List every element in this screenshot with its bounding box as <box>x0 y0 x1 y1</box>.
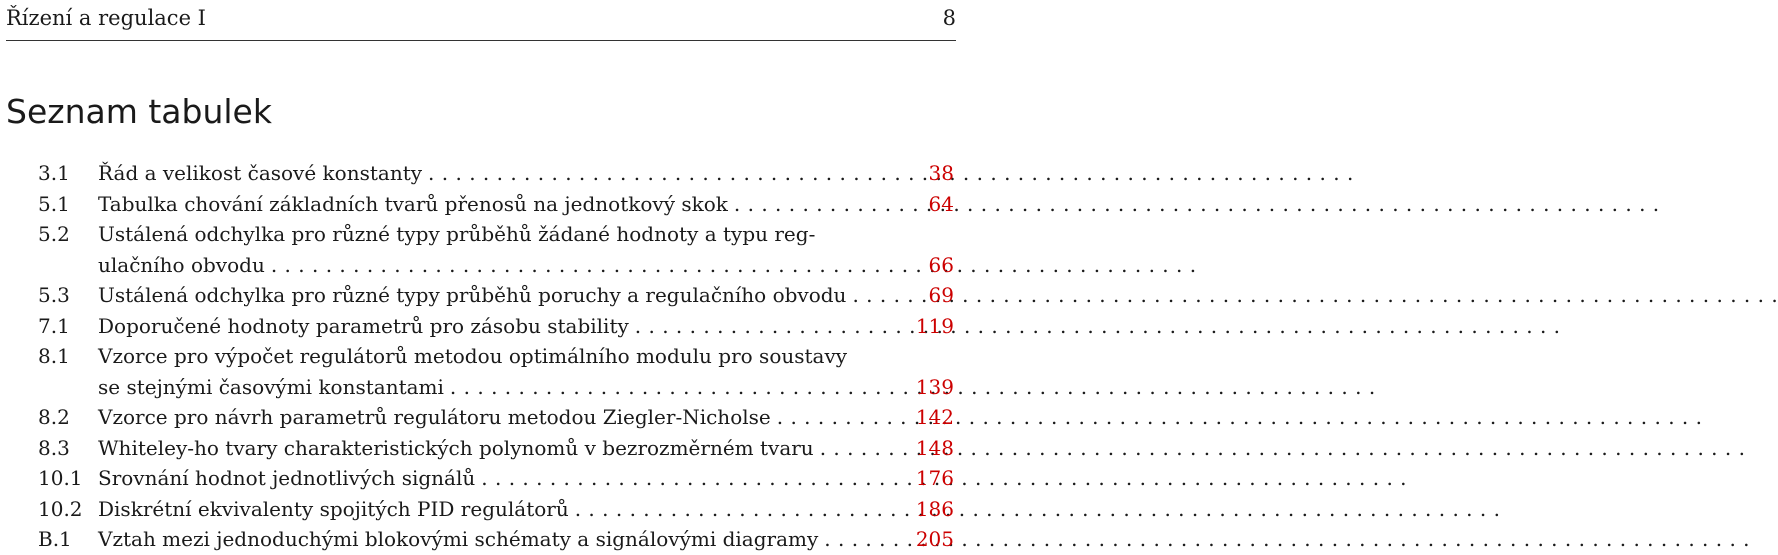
entry-number: 10.2 <box>38 496 83 521</box>
entry-title: Ustálená odchylka pro různé typy průběhů žádané hodnoty a typu reg- <box>98 222 816 246</box>
dot-leader <box>569 494 916 525</box>
page-link[interactable]: 139 <box>915 374 954 399</box>
toc-entry[interactable] <box>38 219 954 280</box>
page-link[interactable]: 148 <box>915 435 954 460</box>
toc-entry[interactable] <box>38 402 954 433</box>
entry-line <box>98 463 954 494</box>
entry-line <box>98 402 954 433</box>
page-link[interactable]: 176 <box>915 466 954 490</box>
section-title: Seznam tabulek <box>6 92 272 131</box>
dot-leader <box>818 524 916 555</box>
entry-body <box>98 158 954 189</box>
page-link[interactable]: 38 <box>928 161 954 185</box>
entry-number: 5.2 <box>38 222 70 246</box>
entry-title: Vzorce pro návrh parametrů regulátoru metodou Ziegler-Nicholse <box>98 405 771 429</box>
entry-title: Srovnání hodnot jednotlivých signálů <box>98 466 476 490</box>
entry-title: Tabulka chování základních tvarů přenosů na jednotkový skok <box>98 191 728 216</box>
chapter-title: Řízení a regulace I <box>6 6 206 30</box>
entry-line <box>98 189 954 220</box>
toc-entry[interactable] <box>38 494 954 525</box>
dot-leader <box>771 402 916 433</box>
entry-number: 8.3 <box>38 435 70 460</box>
page-link[interactable]: 186 <box>915 496 954 521</box>
entry-number: 10.1 <box>38 466 83 490</box>
toc-entry[interactable] <box>38 189 954 220</box>
entry-title: Whiteley-ho tvary charakteristických polynomů v bezrozměrném tvaru <box>98 435 814 460</box>
entry-body <box>98 219 954 280</box>
dot-leader <box>629 311 916 342</box>
entry-line <box>98 250 954 281</box>
entry-body <box>98 524 954 555</box>
entry-number: 7.1 <box>38 313 70 338</box>
entry-line <box>98 311 954 342</box>
page-link[interactable]: 142 <box>915 405 954 429</box>
entry-number: 3.1 <box>38 161 70 185</box>
entry-title: Řád a velikost časové konstanty <box>98 161 423 185</box>
dot-leader <box>728 189 916 220</box>
entry-line <box>98 158 954 189</box>
entry-body <box>98 311 954 342</box>
entry-title: Doporučené hodnoty parametrů pro zásobu stability <box>98 313 629 338</box>
entry-number: 5.3 <box>38 283 70 307</box>
toc-entry[interactable] <box>38 524 954 555</box>
running-head <box>6 4 956 36</box>
page-link[interactable]: 119 <box>915 313 954 338</box>
page-link[interactable]: 69 <box>928 283 954 307</box>
entry-title: ulačního obvodu <box>98 252 265 277</box>
entry-line <box>98 433 954 464</box>
list-of-tables <box>38 158 954 555</box>
page-link[interactable]: 64 <box>928 191 954 216</box>
toc-entry[interactable] <box>38 311 954 342</box>
toc-entry[interactable] <box>38 341 954 402</box>
entry-body <box>98 433 954 464</box>
entry-number: 8.2 <box>38 405 70 429</box>
entry-line <box>98 372 954 403</box>
entry-body <box>98 189 954 220</box>
entry-line <box>98 280 954 311</box>
page-link[interactable]: 66 <box>928 252 954 277</box>
entry-line <box>98 494 954 525</box>
entry-body <box>98 463 954 494</box>
dot-leader <box>444 372 916 403</box>
entry-line <box>98 341 954 372</box>
dot-leader <box>846 280 916 311</box>
entry-title: Ustálená odchylka pro různé typy průběhů poruchy a regulačního obvodu <box>98 283 847 307</box>
dot-leader <box>475 463 916 494</box>
page-link[interactable]: 205 <box>915 527 954 551</box>
entry-title: se stejnými časovými konstantami <box>98 374 444 399</box>
entry-title: Vzorce pro výpočet regulátorů metodou optimálního modulu pro soustavy <box>98 344 848 368</box>
entry-line <box>98 524 954 555</box>
entry-title: Vztah mezi jednoduchými blokovými schématy a signálovými diagramy <box>98 527 819 551</box>
page-number: 8 <box>942 6 956 30</box>
entry-number: 8.1 <box>38 344 70 368</box>
toc-entry[interactable] <box>38 280 954 311</box>
entry-body <box>98 341 954 402</box>
toc-entry[interactable] <box>38 433 954 464</box>
entry-body <box>98 280 954 311</box>
entry-number: 5.1 <box>38 191 70 216</box>
dot-leader <box>422 158 916 189</box>
entry-body <box>98 402 954 433</box>
dot-leader <box>265 250 916 281</box>
entry-title: Diskrétní ekvivalenty spojitých PID regulátorů <box>98 496 569 521</box>
entry-body <box>98 494 954 525</box>
entry-line <box>98 219 954 250</box>
dot-leader <box>814 433 916 464</box>
header-rule <box>6 40 956 41</box>
toc-entry[interactable] <box>38 158 954 189</box>
toc-entry[interactable] <box>38 463 954 494</box>
entry-number: B.1 <box>38 527 72 551</box>
